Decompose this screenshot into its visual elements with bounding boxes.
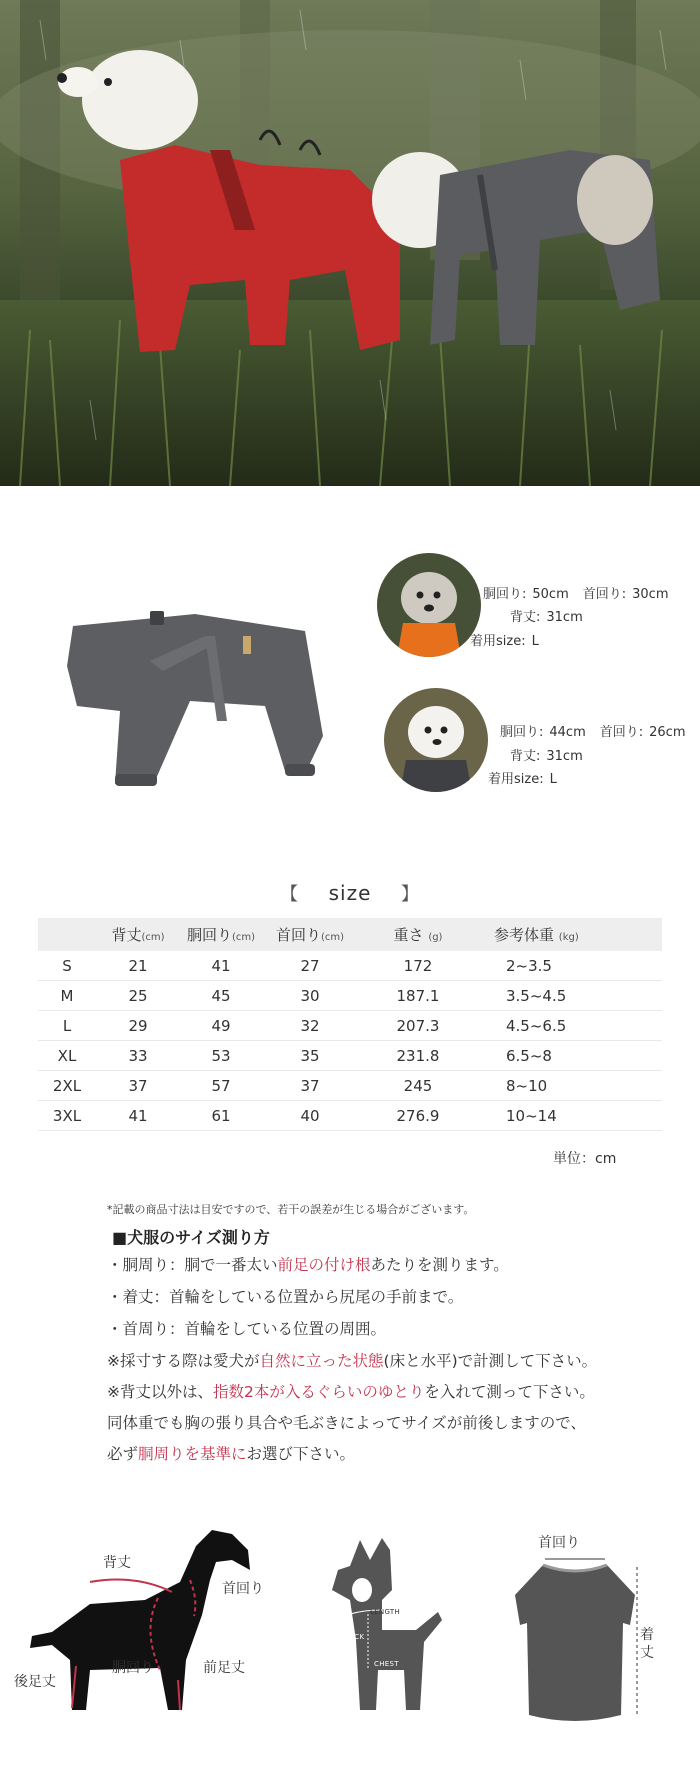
chest-value: 50cm: [532, 587, 569, 602]
value-cell: 172: [358, 951, 478, 981]
model-dog-photo: [384, 688, 488, 792]
chest-label: 胴回り:: [483, 587, 527, 602]
value-cell: 6.5~8: [478, 1041, 662, 1071]
model-1-chest-neck: [483, 583, 669, 602]
value-cell: 37: [262, 1071, 358, 1101]
header-weight: 重さ (g): [358, 918, 478, 951]
size-cell: XL: [38, 1041, 96, 1071]
note-line-posture: ※採寸する際は愛犬が自然に立った状態(床と水平)で計測して下さい。: [107, 1352, 598, 1370]
value-cell: 41: [96, 1101, 180, 1131]
bracket-open: 【: [280, 884, 300, 905]
value-cell: 29: [96, 1011, 180, 1041]
highlight-text: 自然に立った状態: [259, 1352, 384, 1370]
table-row: [38, 1041, 662, 1071]
dog-outline-diagram: [320, 1530, 470, 1730]
garment-diagram: [505, 1555, 645, 1730]
value-cell: 40: [262, 1101, 358, 1131]
worn-size-label: 着用size:: [488, 772, 544, 787]
value-cell: 231.8: [358, 1041, 478, 1071]
worn-size-value: L: [531, 634, 539, 649]
value-cell: 30: [262, 981, 358, 1011]
hero-photo: [0, 0, 700, 486]
neck-value: 30cm: [632, 587, 669, 602]
chest-value: 44cm: [549, 725, 586, 740]
label-back-leg: 後足丈: [14, 1674, 56, 1690]
value-cell: 27: [262, 951, 358, 981]
bracket-close: 】: [400, 884, 420, 905]
table-row: [38, 981, 662, 1011]
model-dog-photo: [377, 553, 481, 657]
length-label: 背丈:: [510, 749, 541, 764]
size-cell: 3XL: [38, 1101, 96, 1131]
value-cell: 37: [96, 1071, 180, 1101]
value-cell: 61: [180, 1101, 262, 1131]
label-length-en: LENGTH: [370, 1608, 401, 1616]
highlight-text: 指数2本が入るぐらいのゆとり: [213, 1383, 425, 1401]
header-size: [38, 918, 96, 951]
highlight-text: 胴周りを基準に: [138, 1445, 247, 1463]
model-2-length: [510, 745, 583, 764]
length-value: 31cm: [546, 610, 583, 625]
value-cell: 276.9: [358, 1101, 478, 1131]
size-cell: M: [38, 981, 96, 1011]
value-cell: 45: [180, 981, 262, 1011]
size-table: [38, 918, 662, 1131]
chest-label: 胴回り:: [500, 725, 544, 740]
value-cell: 32: [262, 1011, 358, 1041]
value-cell: 2~3.5: [478, 951, 662, 981]
measure-guide-heading: ■犬服のサイズ測り方: [112, 1228, 270, 1247]
value-cell: 25: [96, 981, 180, 1011]
label-neck: 首回り: [222, 1581, 264, 1597]
label-garment-length: 着丈: [640, 1627, 654, 1661]
neck-label: 首回り:: [582, 587, 627, 602]
note-line-select: 必ず胴周りを基準にお選び下さい。: [107, 1445, 356, 1463]
length-value: 31cm: [546, 749, 583, 764]
highlight-text: 前足の付け根: [277, 1256, 371, 1274]
neck-value: 26cm: [649, 725, 686, 740]
model-1-worn-size: [470, 630, 539, 649]
neck-label: 首回り:: [599, 725, 644, 740]
header-neck: 首回り(cm): [262, 918, 358, 951]
value-cell: 35: [262, 1041, 358, 1071]
model-2-chest-neck: [500, 721, 686, 740]
note-line-allowance: ※背丈以外は、指数2本が入るぐらいのゆとりを入れて測って下さい。: [107, 1383, 595, 1401]
label-front-leg: 前足丈: [203, 1660, 245, 1676]
value-cell: 21: [96, 951, 180, 981]
worn-size-value: L: [549, 772, 557, 787]
label-garment-neck: 首回り: [538, 1535, 580, 1551]
table-row: [38, 1101, 662, 1131]
value-cell: 33: [96, 1041, 180, 1071]
header-chest: 胴回り(cm): [180, 918, 262, 951]
model-2-worn-size: [488, 768, 557, 787]
size-title-text: size: [328, 881, 372, 905]
table-row: [38, 1071, 662, 1101]
note-line-neck: ・首周り：首輪をしている位置の周囲。: [107, 1320, 387, 1338]
size-cell: L: [38, 1011, 96, 1041]
worn-size-label: 着用size:: [470, 634, 526, 649]
label-chest-en: CHEST: [374, 1660, 399, 1668]
label-neck-en: NECK: [344, 1633, 365, 1641]
value-cell: 187.1: [358, 981, 478, 1011]
size-table-header-row: [38, 918, 662, 951]
value-cell: 53: [180, 1041, 262, 1071]
value-cell: 41: [180, 951, 262, 981]
size-cell: 2XL: [38, 1071, 96, 1101]
product-image: [55, 606, 325, 796]
size-section-title: [0, 880, 700, 906]
size-cell: S: [38, 951, 96, 981]
value-cell: 57: [180, 1071, 262, 1101]
value-cell: 4.5~6.5: [478, 1011, 662, 1041]
value-cell: 245: [358, 1071, 478, 1101]
note-line-chest: ・胴周り：胴で一番太い前足の付け根あたりを測ります。: [107, 1256, 509, 1274]
table-row: [38, 951, 662, 981]
note-line-variance: 同体重でも胸の張り具合や毛ぶきによってサイズが前後しますので、: [107, 1414, 586, 1432]
value-cell: 49: [180, 1011, 262, 1041]
disclaimer-text: *記載の商品寸法は目安ですので、若干の誤差が生じる場合がございます。: [107, 1203, 475, 1216]
value-cell: 10~14: [478, 1101, 662, 1131]
value-cell: 207.3: [358, 1011, 478, 1041]
label-back-length: 背丈: [103, 1555, 131, 1571]
note-line-length: ・着丈：首輪をしている位置から尻尾の手前まで。: [107, 1288, 464, 1306]
value-cell: 3.5~4.5: [478, 981, 662, 1011]
model-1-length: [510, 606, 583, 625]
value-cell: 8~10: [478, 1071, 662, 1101]
length-label: 背丈:: [510, 610, 541, 625]
header-reference-weight: 参考体重 (kg): [478, 918, 662, 951]
header-back-length: 背丈(cm): [96, 918, 180, 951]
table-row: [38, 1011, 662, 1041]
unit-note: 単位：cm: [553, 1151, 617, 1167]
label-girth: 胴回り: [112, 1660, 154, 1676]
